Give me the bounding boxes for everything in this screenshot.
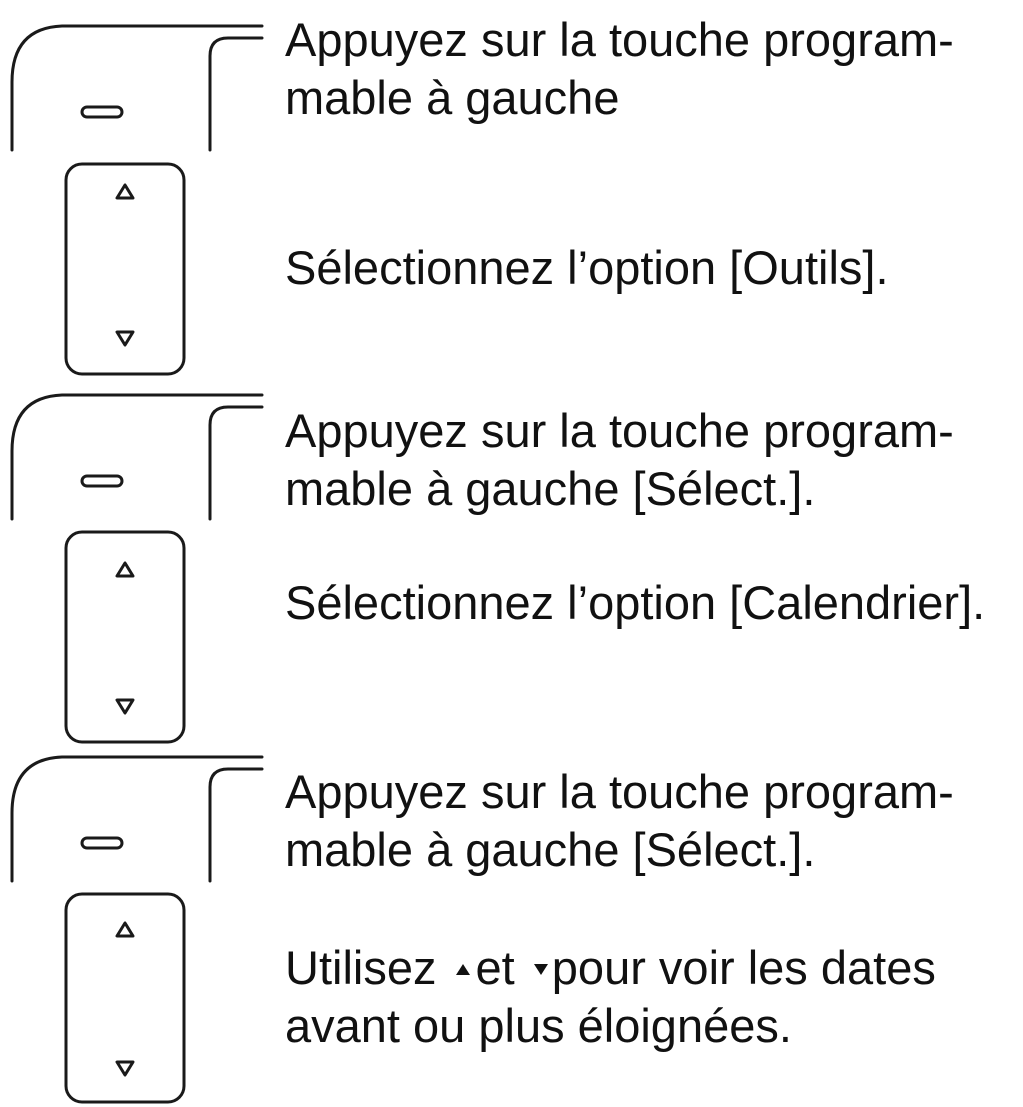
step-1-instruction	[285, 11, 954, 127]
step-6-line-1	[285, 939, 936, 997]
step-1-line-2: mable à gauche	[285, 71, 620, 124]
step-5-line-2: mable à gauche [Sélect.].	[285, 823, 816, 876]
step-1-line-1: Appuyez sur la touche program-	[285, 13, 954, 66]
step-6-text-et: et	[475, 941, 515, 994]
step-2-line-1: Sélectionnez l’option [Outils].	[285, 241, 889, 294]
step-3-line-1: Appuyez sur la touche program-	[285, 404, 954, 457]
step-4-line-1: Sélectionnez l’option [Calendrier].	[285, 576, 986, 629]
left-softkey-icon	[0, 743, 270, 883]
up-arrow-icon	[456, 964, 470, 975]
down-arrow-icon	[534, 964, 548, 975]
left-softkey-icon	[0, 381, 270, 521]
step-5-instruction	[285, 763, 954, 879]
left-softkey-icon	[0, 12, 270, 152]
navigation-key-icon	[0, 890, 270, 1107]
navigation-key-icon	[0, 160, 270, 380]
step-2-instruction	[285, 239, 889, 297]
step-4-instruction	[285, 574, 985, 632]
step-3-instruction	[285, 402, 954, 518]
step-6-line-2: avant ou plus éloignées.	[285, 999, 792, 1052]
step-3-line-2: mable à gauche [Sélect.].	[285, 462, 816, 515]
step-6-text-utilisez: Utilisez	[285, 941, 437, 994]
step-6-instruction	[285, 939, 936, 1055]
step-6-text-pour-voir: pour voir les dates	[551, 941, 936, 994]
step-5-line-1: Appuyez sur la touche program-	[285, 765, 954, 818]
navigation-key-icon	[0, 528, 270, 748]
